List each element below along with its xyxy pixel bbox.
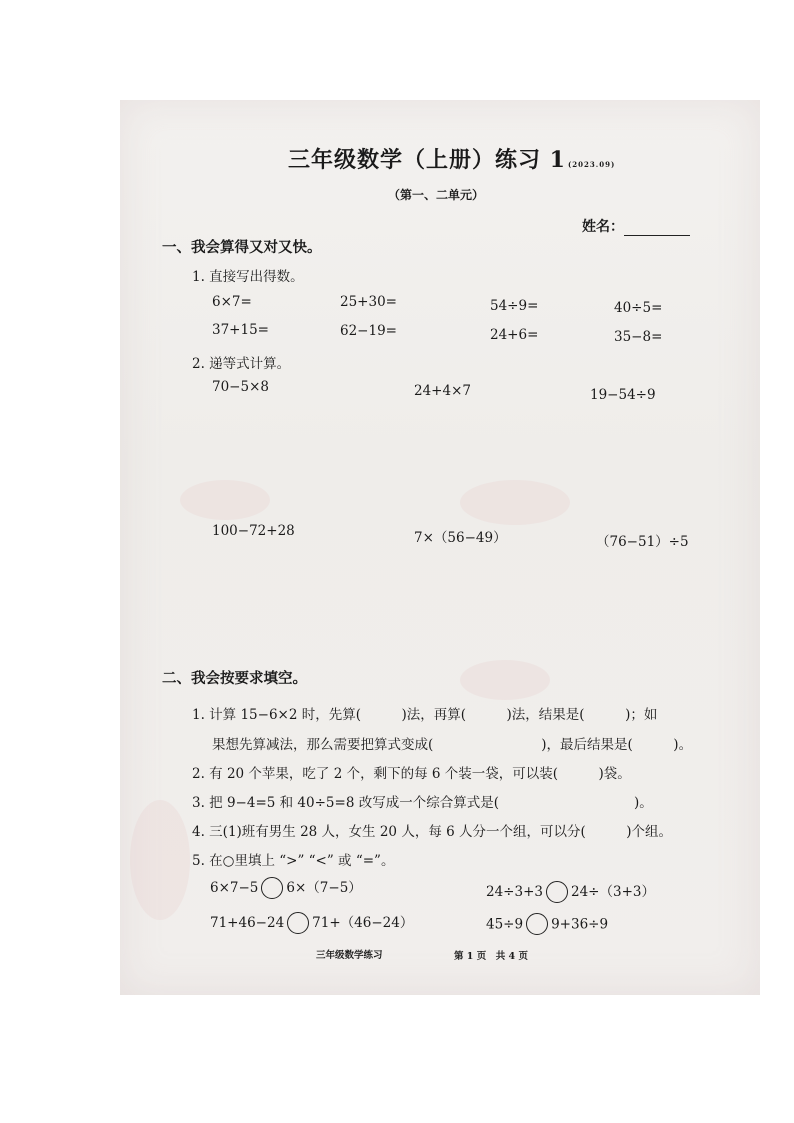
compare-right: 6×（7−5） (286, 880, 362, 896)
footer-left: 三年级数学练习 (316, 950, 383, 961)
fill-item-2: 2. 有 20 个苹果，吃了 2 个，剩下的每 6 个装一袋，可以装( )袋。 (192, 766, 631, 782)
compare-row-2 (486, 880, 655, 904)
pink-smudge (180, 480, 270, 520)
step-calc-5: 7×（56−49） (414, 530, 507, 546)
section-1-heading: 一、我会算得又对又快。 (162, 239, 322, 256)
page-subtitle: （第一、二单元） (388, 188, 485, 202)
compare-right: 24÷（3+3） (570, 884, 655, 900)
step-calc-3: 19−54÷9 (590, 387, 656, 403)
compare-right: 9+36÷9 (551, 916, 609, 933)
step-calc-6: （76−51）÷5 (596, 534, 689, 550)
oral-calc-1: 6×7= (212, 294, 252, 310)
step-calc-1: 70−5×8 (212, 379, 269, 395)
compare-circle[interactable] (546, 881, 568, 903)
title-text: 三年级数学（上册）练习 1 (288, 147, 566, 173)
fill-item-4: 4. 三(1)班有男生 28 人，女生 20 人，每 6 人分一个组，可以分( )个组。 (192, 824, 673, 840)
compare-row-4 (486, 914, 608, 936)
compare-circle[interactable] (287, 912, 309, 934)
fill-item-5: 5. 在○里填上 “>” “<” 或 “=”。 (192, 853, 395, 869)
name-blank-line[interactable] (624, 221, 690, 236)
footer-page-number: 第 1 页 共 4 页 (454, 951, 528, 962)
compare-row-3 (210, 911, 413, 935)
oral-calc-2: 25+30= (340, 294, 397, 310)
compare-row-1 (210, 876, 362, 900)
oral-calc-4: 40÷5= (614, 300, 663, 316)
compare-left: 45÷9 (486, 916, 524, 933)
name-field[interactable] (582, 216, 690, 236)
compare-left: 24÷3+3 (486, 884, 543, 900)
oral-calc-3: 54÷9= (490, 298, 539, 314)
question-1-label: 1. 直接写出得数。 (192, 269, 304, 285)
compare-circle[interactable] (261, 877, 283, 899)
oral-calc-8: 35−8= (614, 329, 663, 345)
title-date: (2023.09) (567, 160, 616, 169)
step-calc-4: 100−72+28 (212, 523, 295, 539)
section-2-heading: 二、我会按要求填空。 (162, 670, 307, 687)
step-calc-2: 24+4×7 (414, 383, 471, 399)
name-label: 姓名： (582, 219, 624, 235)
compare-left: 71+46−24 (210, 915, 285, 931)
fill-item-1: 1. 计算 15−6×2 时，先算( )法，再算( )法，结果是( )；如 (192, 707, 658, 723)
pink-smudge (130, 800, 190, 920)
pink-smudge (460, 480, 570, 525)
question-2-label: 2. 递等式计算。 (192, 356, 291, 372)
oral-calc-5: 37+15= (212, 322, 269, 338)
compare-left: 6×7−5 (210, 880, 259, 896)
page-title (288, 143, 615, 174)
compare-circle[interactable] (526, 913, 548, 935)
fill-item-3: 3. 把 9−4=5 和 40÷5=8 改写成一个综合算式是( )。 (192, 795, 653, 811)
fill-item-1-cont: 果想先算减法，那么需要把算式变成( )，最后结果是( )。 (212, 737, 693, 753)
pink-smudge (460, 660, 550, 700)
oral-calc-7: 24+6= (490, 327, 539, 343)
compare-right: 71+（46−24） (312, 915, 414, 931)
oral-calc-6: 62−19= (340, 323, 397, 339)
